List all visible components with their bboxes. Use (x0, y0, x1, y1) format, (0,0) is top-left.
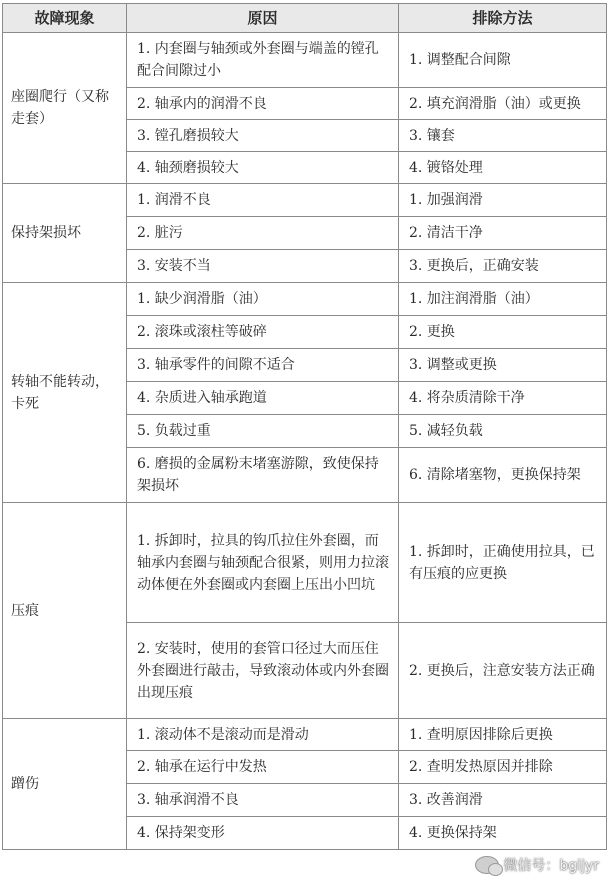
cause-cell: 4. 杂质进入轴承跑道 (127, 382, 399, 415)
table-row (3, 184, 607, 217)
cause-cell: 3. 安装不当 (127, 250, 399, 283)
header-row (3, 4, 607, 33)
cause-cell: 2. 滚珠或滚柱等破碎 (127, 316, 399, 349)
wechat-icon (475, 856, 499, 874)
fix-cell: 4. 更换保持架 (399, 817, 607, 850)
watermark-text: 微信号：bgljyr (503, 858, 599, 874)
cause-cell: 1. 缺少润滑脂（油） (127, 283, 399, 316)
cause-cell: 3. 轴承零件的间隙不适合 (127, 349, 399, 382)
symptom-cell: 座圈爬行（又称走套） (3, 33, 127, 184)
fix-cell: 2. 查明发热原因并排除 (399, 751, 607, 784)
fix-cell: 3. 改善润滑 (399, 784, 607, 817)
symptom-cell: 转轴不能转动，卡死 (3, 283, 127, 503)
cause-cell: 1. 润滑不良 (127, 184, 399, 217)
table-row (3, 503, 607, 623)
cause-cell: 2. 轴承在运行中发热 (127, 751, 399, 784)
cause-cell: 1. 拆卸时，拉具的钩爪拉住外套圈，而轴承内套圈与轴颈配合很紧，则用力拉滚动体便在外套圈或内套圈上压出小凹坑 (127, 503, 399, 623)
symptom-cell: 保持架损坏 (3, 184, 127, 283)
cause-cell: 2. 安装时，使用的套管口径过大而压住外套圈进行敲击，导致滚动体或内外套圈出现压痕 (127, 623, 399, 719)
table-row (3, 33, 607, 88)
cause-cell: 2. 轴承内的润滑不良 (127, 88, 399, 120)
cause-cell: 4. 保持架变形 (127, 817, 399, 850)
cause-cell: 1. 滚动体不是滚动而是滑动 (127, 719, 399, 751)
fix-cell: 1. 调整配合间隙 (399, 33, 607, 88)
table-row (3, 283, 607, 316)
fix-cell: 2. 填充润滑脂（油）或更换 (399, 88, 607, 120)
header-cause: 原因 (127, 4, 399, 33)
cause-cell: 3. 轴承润滑不良 (127, 784, 399, 817)
header-fix: 排除方法 (399, 4, 607, 33)
fault-table (2, 3, 607, 850)
cause-cell: 4. 轴颈磨损较大 (127, 152, 399, 184)
fix-cell: 1. 加强润滑 (399, 184, 607, 217)
table-body (3, 33, 607, 850)
fix-cell: 2. 更换 (399, 316, 607, 349)
symptom-cell: 压痕 (3, 503, 127, 719)
symptom-cell: 蹭伤 (3, 719, 127, 850)
fix-cell: 4. 镀铬处理 (399, 152, 607, 184)
cause-cell: 1. 内套圈与轴颈或外套圈与端盖的镗孔配合间隙过小 (127, 33, 399, 88)
cause-cell: 3. 镗孔磨损较大 (127, 120, 399, 152)
watermark (475, 855, 599, 875)
fix-cell: 1. 加注润滑脂（油） (399, 283, 607, 316)
fix-cell: 1. 查明原因排除后更换 (399, 719, 607, 751)
header-symptom: 故障现象 (3, 4, 127, 33)
table-row (3, 719, 607, 751)
fix-cell: 2. 清洁干净 (399, 217, 607, 250)
cause-cell: 5. 负载过重 (127, 415, 399, 448)
fix-cell: 4. 将杂质清除干净 (399, 382, 607, 415)
cause-cell: 2. 脏污 (127, 217, 399, 250)
fix-cell: 3. 镶套 (399, 120, 607, 152)
cause-cell: 6. 磨损的金属粉末堵塞游隙，致使保持架损坏 (127, 448, 399, 503)
fix-cell: 6. 清除堵塞物，更换保持架 (399, 448, 607, 503)
fix-cell: 2. 更换后，注意安装方法正确 (399, 623, 607, 719)
fix-cell: 3. 更换后，正确安装 (399, 250, 607, 283)
fix-cell: 1. 拆卸时，正确使用拉具，已有压痕的应更换 (399, 503, 607, 623)
fix-cell: 5. 减轻负载 (399, 415, 607, 448)
fix-cell: 3. 调整或更换 (399, 349, 607, 382)
